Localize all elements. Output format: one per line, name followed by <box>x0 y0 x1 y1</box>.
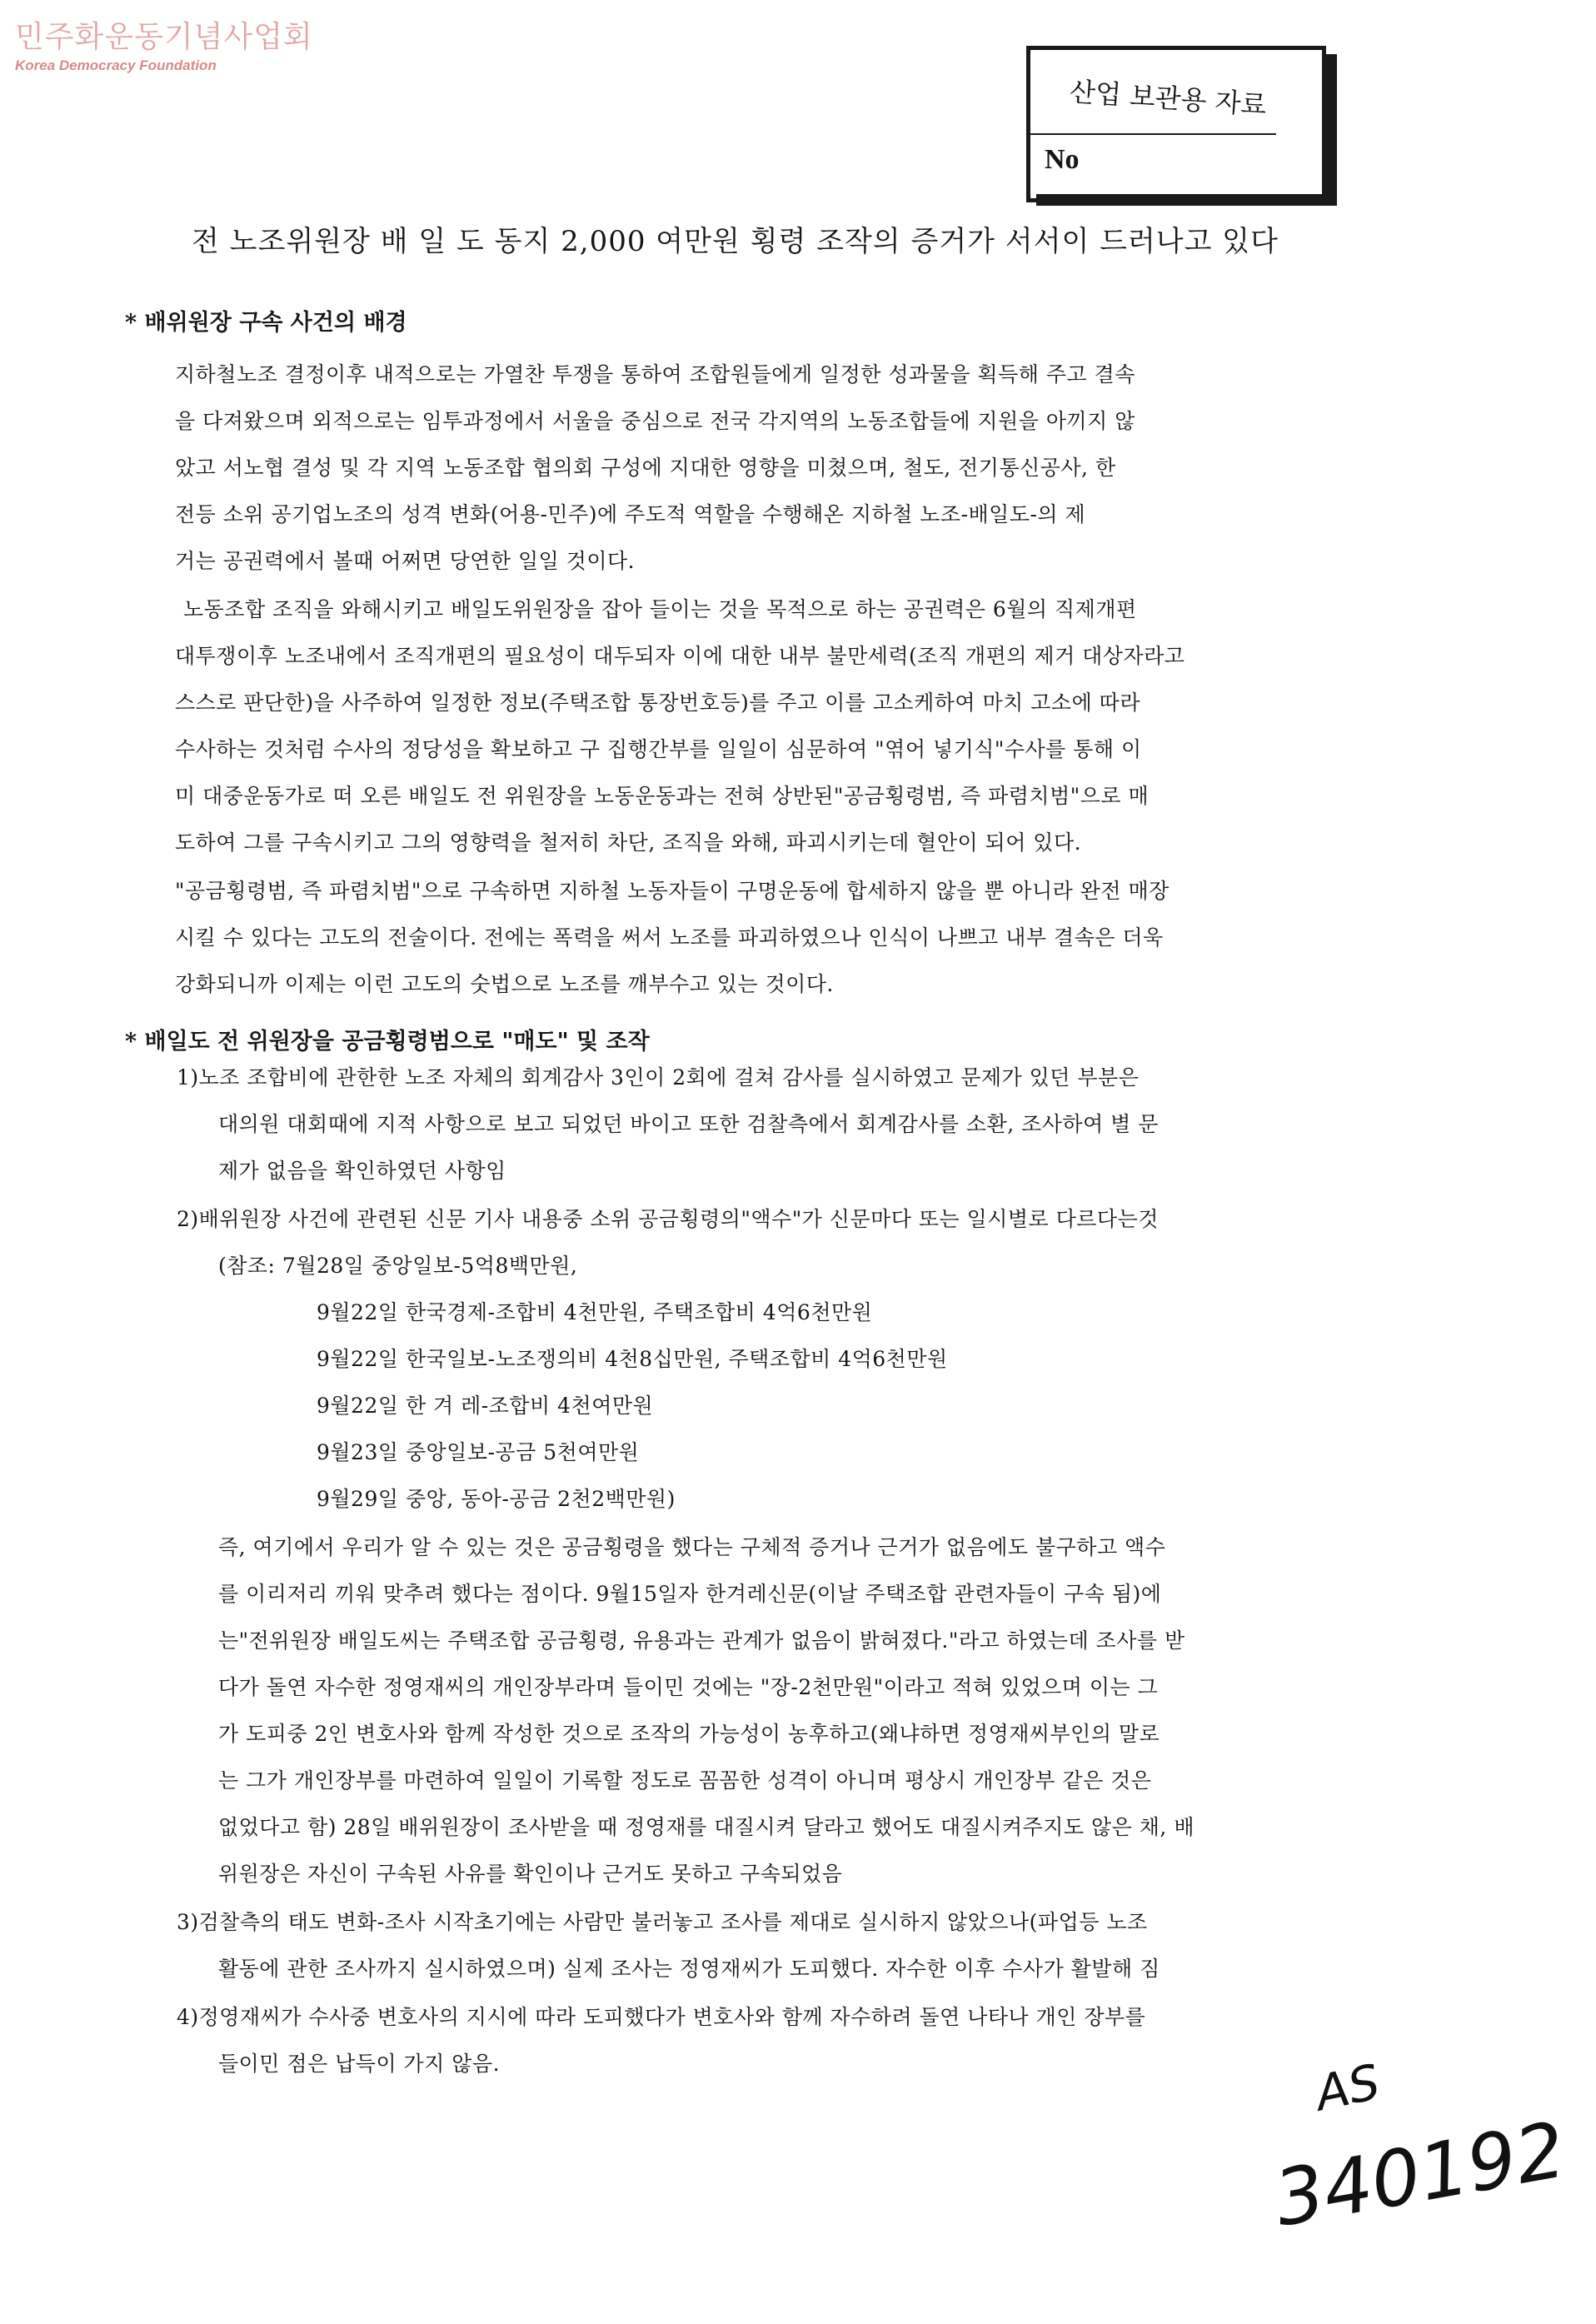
stamp-number-label: No <box>1045 144 1080 175</box>
stamp-shadow-right <box>1322 54 1337 201</box>
reference-entry: 9월22일 한국경제-조합비 4천만원, 주택조합비 4억6천만원 <box>317 1300 873 1324</box>
paragraph-line: 거는 공권력에서 볼때 어쩌면 당연한 일일 것이다. <box>175 549 636 573</box>
paragraph-line: 는 그가 개인장부를 마련하여 일일이 기록할 정도로 꼼꼼한 성격이 아니며 평상시 개인장부 같은 것은 <box>218 1768 1152 1793</box>
watermark-english: Korea Democracy Foundation <box>15 57 217 73</box>
section-heading-background: * 배위원장 구속 사건의 배경 <box>125 310 407 336</box>
archive-number: 340192 <box>1268 2105 1572 2244</box>
paragraph-line: "공금횡령범, 즉 파렴치범"으로 구속하면 지하철 노동자들이 구명운동에 합세하지 않을 뿐 아니라 완전 매장 <box>175 879 1170 903</box>
paragraph-line: 았고 서노협 결성 및 각 지역 노동조합 협의회 구성에 지대한 영향을 미쳤으며, 철도, 전기통신공사, 한 <box>175 456 1116 480</box>
list-item-1: 1)노조 조합비에 관한한 노조 자체의 회계감사 3인이 2회에 걸쳐 감사를 실시하였고 문제가 있던 부분은 <box>177 1065 1140 1090</box>
paragraph-line: 도하여 그를 구속시키고 그의 영향력을 철저히 차단, 조직을 와해, 파괴시키는데 혈안이 되어 있다. <box>175 830 1082 855</box>
list-item-2: 2)배위원장 사건에 관련된 신문 기사 내용중 소위 공금횡령의"액수"가 신문마다 또는 일시별로 다르다는것 <box>177 1207 1159 1231</box>
paragraph-line: 수사하는 것처럼 수사의 정당성을 확보하고 구 집행간부를 일일이 심문하여 "엮어 넣기식"수사를 통해 이 <box>175 737 1142 761</box>
reference-entry: 9월22일 한국일보-노조쟁의비 4천8십만원, 주택조합비 4억6천만원 <box>317 1347 948 1371</box>
paragraph-line: 전등 소위 공기업노조의 성격 변화(어용-민주)에 주도적 역할을 수행해온 지하철 노조-배일도-의 제 <box>175 502 1086 526</box>
stamp-frame <box>1026 46 1326 202</box>
paragraph-line: 다가 돌연 자수한 정영재씨의 개인장부라며 들이민 것에는 "장-2천만원"이라고 적혀 있었으며 이는 그 <box>218 1675 1159 1699</box>
paragraph-line: 스스로 판단한)을 사주하여 일정한 정보(주택조합 통장번호등)를 주고 이를 고소케하여 마치 고소에 따라 <box>175 691 1140 715</box>
reference-entry: 9월29일 중앙, 동아-공금 2천2백만원) <box>317 1487 676 1511</box>
reference-intro: (참조: 7월28일 중앙일보-5억8백만원, <box>218 1254 578 1278</box>
foundation-watermark <box>15 13 313 74</box>
archive-initials: AS <box>1310 2052 1385 2122</box>
paragraph-line: 위원장은 자신이 구속된 사유를 확인이나 근거도 못하고 구속되었음 <box>218 1862 843 1886</box>
paragraph-line: 을 다져왔으며 외적으로는 임투과정에서 서울을 중심으로 전국 각지역의 노동조합들에 지원을 아끼지 않 <box>175 409 1135 433</box>
list-item-3: 3)검찰측의 태도 변화-조사 시작초기에는 사람만 불러놓고 조사를 제대로 실시하지 않았으나(파업등 노조 <box>177 1910 1148 1934</box>
list-item-4: 4)정영재씨가 수사중 변호사의 지시에 따라 도피했다가 변호사와 함께 자수하려 돌연 나타나 개인 장부를 <box>177 2005 1146 2029</box>
document-title: 전 노조위원장 배 일 도 동지 2,000 여만원 횡령 조작의 증거가 서서이 드러나고 있다 <box>192 225 1279 258</box>
paragraph-line: 는"전위원장 배일도씨는 주택조합 공금횡령, 유용과는 관계가 없음이 밝혀졌다."라고 하였는데 조사를 받 <box>218 1628 1185 1653</box>
paragraph-line: 없었다고 함) 28일 배위원장이 조사받을 때 정영재를 대질시켜 달라고 했어도 대질시켜주지도 않은 채, 배 <box>218 1815 1195 1839</box>
stamp-divider <box>1026 133 1276 135</box>
section-heading-fabrication: * 배일도 전 위원장을 공금횡령범으로 "매도" 및 조작 <box>125 1029 650 1055</box>
paragraph-line: 들이민 점은 납득이 가지 않음. <box>218 2052 501 2076</box>
paragraph-line: 시킬 수 있다는 고도의 전술이다. 전에는 폭력을 써서 노조를 파괴하였으나 인식이 나쁘고 내부 결속은 더욱 <box>175 925 1164 950</box>
paragraph-line: 제가 없음을 확인하였던 사항임 <box>218 1159 506 1183</box>
stamp-shadow-bottom <box>1036 194 1337 206</box>
paragraph-line: 대의원 대회때에 지적 사항으로 보고 되었던 바이고 또한 검찰측에서 회계감사를 소환, 조사하여 별 문 <box>218 1112 1159 1136</box>
reference-entry: 9월22일 한 겨 레-조합비 4천여만원 <box>317 1394 654 1418</box>
paragraph-line: 노동조합 조직을 와해시키고 배일도위원장을 잡아 들이는 것을 목적으로 하는 공권력은 6월의 직제개편 <box>183 597 1137 621</box>
reference-entry: 9월23일 중앙일보-공금 5천여만원 <box>317 1440 640 1464</box>
paragraph-line: 강화되니까 이제는 이런 고도의 숫법으로 노조를 깨부수고 있는 것이다. <box>175 972 834 996</box>
watermark-korean: 민주화운동기념사업회 <box>15 20 313 54</box>
archive-stamp <box>1026 46 1341 207</box>
paragraph-line: 가 도피중 2인 변호사와 함께 작성한 것으로 조작의 가능성이 농후하고(왜냐하면 정영재씨부인의 말로 <box>218 1722 1160 1746</box>
paragraph-line: 활동에 관한 조사까지 실시하였으며) 실제 조사는 정영재씨가 도피했다. 자수한 이후 수사가 활발해 짐 <box>218 1957 1160 1981</box>
paragraph-line: 대투쟁이후 노조내에서 조직개편의 필요성이 대두되자 이에 대한 내부 불만세력(조직 개편의 제거 대상자라고 <box>175 644 1185 668</box>
handwritten-archive-number <box>1258 2041 1572 2244</box>
paragraph-line: 를 이리저리 끼워 맞추려 했다는 점이다. 9월15일자 한겨레신문(이날 주택조합 관련자들이 구속 됨)에 <box>218 1582 1162 1606</box>
paragraph-line: 미 대중운동가로 떠 오른 배일도 전 위원장을 노동운동과는 전혀 상반된"공금횡령범, 즉 파렴치범"으로 매 <box>175 784 1150 808</box>
paragraph-line: 즉, 여기에서 우리가 알 수 있는 것은 공금횡령을 했다는 구체적 증거나 근거가 없음에도 불구하고 액수 <box>218 1535 1166 1559</box>
paragraph-line: 지하철노조 결정이후 내적으로는 가열찬 투쟁을 통하여 조합원들에게 일정한 성과물을 획득해 주고 결속 <box>175 362 1135 387</box>
stamp-title: 산업 보관용 자료 <box>1068 75 1268 122</box>
